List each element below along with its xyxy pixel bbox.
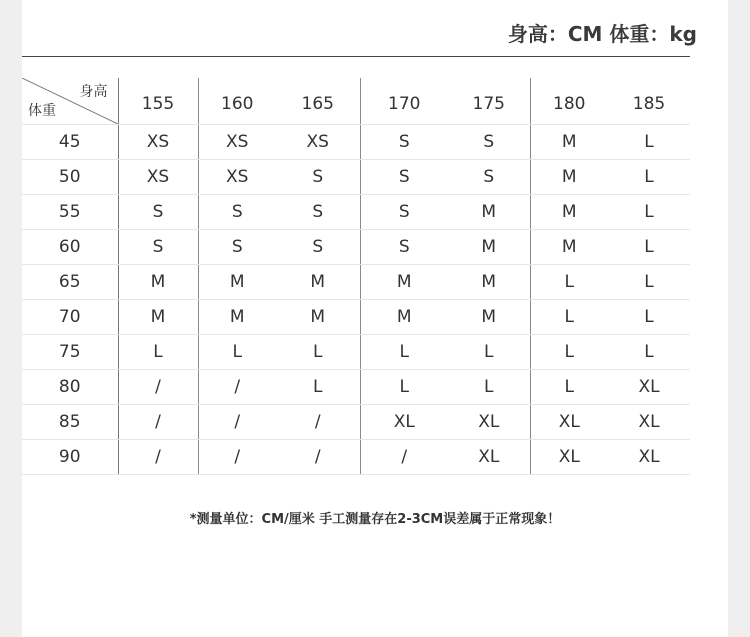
size-cell: M — [448, 299, 530, 334]
size-cell: XL — [530, 404, 608, 439]
table-row — [22, 334, 690, 369]
size-cell: L — [360, 334, 448, 369]
size-cell: L — [360, 369, 448, 404]
header-divider — [22, 56, 690, 57]
size-cell: / — [198, 369, 276, 404]
table-row — [22, 369, 690, 404]
height-header: 170 — [360, 78, 448, 124]
height-header: 155 — [118, 78, 198, 124]
size-cell: / — [118, 369, 198, 404]
size-cell: XL — [360, 404, 448, 439]
size-cell: L — [118, 334, 198, 369]
size-cell: L — [198, 334, 276, 369]
size-cell: / — [360, 439, 448, 474]
size-cell: XL — [448, 439, 530, 474]
height-header: 175 — [448, 78, 530, 124]
size-cell: M — [448, 194, 530, 229]
size-cell: L — [608, 124, 690, 159]
size-cell: XL — [608, 404, 690, 439]
weight-cell: 60 — [22, 229, 118, 264]
size-cell: S — [276, 159, 360, 194]
size-cell: L — [448, 334, 530, 369]
table-row — [22, 124, 690, 159]
table-row — [22, 229, 690, 264]
size-cell: M — [276, 264, 360, 299]
size-cell: L — [608, 334, 690, 369]
size-cell: L — [608, 264, 690, 299]
size-cell: L — [530, 334, 608, 369]
size-cell: L — [608, 194, 690, 229]
weight-cell: 75 — [22, 334, 118, 369]
size-cell: / — [118, 439, 198, 474]
weight-cell: 90 — [22, 439, 118, 474]
size-cell: S — [118, 229, 198, 264]
weight-cell: 80 — [22, 369, 118, 404]
size-cell: L — [530, 299, 608, 334]
size-cell: M — [198, 264, 276, 299]
table-row — [22, 299, 690, 334]
size-cell: S — [360, 159, 448, 194]
size-cell: M — [198, 299, 276, 334]
height-header: 165 — [276, 78, 360, 124]
size-cell: S — [276, 194, 360, 229]
size-cell: L — [608, 229, 690, 264]
size-cell: M — [530, 194, 608, 229]
size-cell: / — [118, 404, 198, 439]
size-cell: / — [276, 439, 360, 474]
size-cell: L — [530, 369, 608, 404]
size-cell: S — [198, 194, 276, 229]
table-corner-cell — [22, 78, 118, 124]
height-header: 160 — [198, 78, 276, 124]
size-cell: M — [276, 299, 360, 334]
size-cell: M — [530, 229, 608, 264]
size-cell: S — [448, 124, 530, 159]
size-cell: XS — [118, 159, 198, 194]
size-cell: S — [276, 229, 360, 264]
weight-cell: 45 — [22, 124, 118, 159]
size-cell: L — [276, 334, 360, 369]
weight-cell: 70 — [22, 299, 118, 334]
size-cell: L — [608, 299, 690, 334]
size-cell: XL — [608, 369, 690, 404]
size-cell: M — [118, 264, 198, 299]
size-cell: L — [448, 369, 530, 404]
height-axis-label: 身高 — [79, 84, 108, 100]
height-header-row — [22, 78, 690, 124]
size-cell: XS — [198, 124, 276, 159]
table-row — [22, 404, 690, 439]
size-cell: S — [448, 159, 530, 194]
size-cell: XL — [530, 439, 608, 474]
size-cell: XS — [276, 124, 360, 159]
table-row — [22, 439, 690, 474]
size-cell: L — [530, 264, 608, 299]
table-row — [22, 194, 690, 229]
size-cell: / — [198, 439, 276, 474]
size-cell: / — [198, 404, 276, 439]
size-chart-table — [22, 78, 690, 475]
size-cell: M — [530, 124, 608, 159]
weight-cell: 50 — [22, 159, 118, 194]
size-cell: M — [448, 264, 530, 299]
measurement-footnote: *测量单位：CM/厘米 手工测量存在2-3CM误差属于正常现象！ — [189, 512, 561, 527]
size-cell: S — [360, 124, 448, 159]
size-cell: L — [276, 369, 360, 404]
size-cell: M — [448, 229, 530, 264]
size-cell: L — [608, 159, 690, 194]
size-cell: M — [360, 264, 448, 299]
size-cell: XL — [448, 404, 530, 439]
size-cell: M — [360, 299, 448, 334]
weight-cell: 65 — [22, 264, 118, 299]
size-cell: XS — [118, 124, 198, 159]
size-cell: S — [360, 229, 448, 264]
weight-cell: 55 — [22, 194, 118, 229]
height-header: 180 — [530, 78, 608, 124]
table-row — [22, 159, 690, 194]
size-cell: XL — [608, 439, 690, 474]
size-cell: S — [198, 229, 276, 264]
size-cell: XS — [198, 159, 276, 194]
size-cell: S — [360, 194, 448, 229]
unit-header: 身高：CM 体重：kg — [507, 22, 697, 46]
table-row — [22, 264, 690, 299]
weight-axis-label: 体重 — [28, 102, 56, 119]
size-cell: S — [118, 194, 198, 229]
size-cell: M — [118, 299, 198, 334]
size-cell: M — [530, 159, 608, 194]
size-cell: / — [276, 404, 360, 439]
height-header: 185 — [608, 78, 690, 124]
weight-cell: 85 — [22, 404, 118, 439]
